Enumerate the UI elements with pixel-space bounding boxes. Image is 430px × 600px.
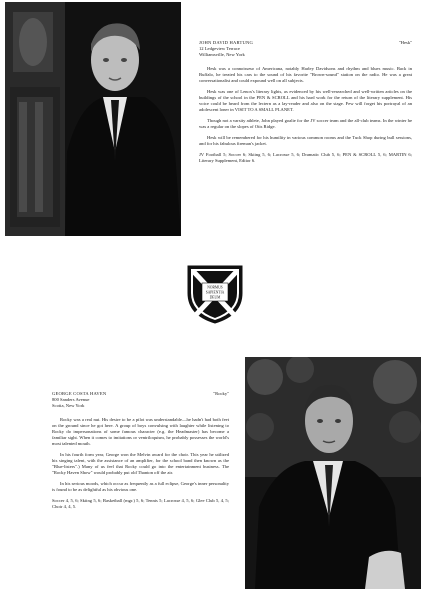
student-nickname: "Hesk" — [398, 40, 412, 45]
biography-paragraph: Hesk was a connoisseur of Americana, notably Harley Davidsons and rhythm and blues music. Back in Buffalo, he treated his cars to the sound of his favorite "Brown-sound" station on the radio. He was a great conversationalist and could expound well on all subjects. — [199, 66, 412, 83]
biography-paragraph: In his fourth form year, George won the Melvin award for the choir. This year he utilized his singing talent, with the assistance of an amplifier, for the school band then known as the "Blue-listers".) Many of us feel that Rocky could go into the entertainment business. The "Rocky Haven Show" would probably put old Thanton off the air. — [52, 452, 229, 475]
activities-list: Soccer 4, 5, 6; Skiing 5, 6; Basketball (mgr.) 5, 6; Tennis 5; Lacrosse 4, 5, 6; Glee Club 5, 4, 5; Choir 4, 4, 5. — [52, 498, 229, 509]
biography-paragraph: In his serious moods, which occur as frequently as a full eclipse, George's inner personality is found to be as delightful as his obvious one. — [52, 481, 229, 492]
crest-motto-line: DEUM — [209, 295, 221, 300]
student-nickname: "Rocky" — [213, 391, 229, 396]
crest-motto-line: NORMUS — [207, 285, 223, 290]
school-crest-icon — [185, 263, 245, 325]
biography-paragraph: Hesk was one of Lenox's literary lights, as evidenced by his well-researched and well-written articles on the buildings of the school in the PEN & SCROLL and his hard work for the return of the literary supplement. His voice could be heard from the lectern as a lay-reader and also on the stage. Few will forget his portrayal of an adolescent loner in VISIT TO A SMALL PLANET. — [199, 89, 412, 112]
biography-entry-hartung — [199, 40, 412, 164]
portrait-photo-haven — [245, 357, 421, 589]
biography-paragraph: Rocky was a real nut. His desire to be a pilot was understandable—he hadn't had both feet on the ground since he got here. A group of boys convulsing with laughter while listening to Rocky do impersonations of some famous character (e.g. the Headmaster) has become a familiar sight. When it comes to imitations or ventriloquism, he probably possesses the world's most talented mouth. — [52, 417, 229, 446]
biography-paragraph: Though not a varsity athlete, John played goalie for the JV soccer team and the all-club teams. In the winter he was a regular on the slopes of Otis Ridge. — [199, 118, 412, 129]
crest-motto-line: SAPIENTIA — [205, 290, 225, 295]
activities-list: JV Football 5; Soccer 6; Skiing 5, 6; Lacrosse 5, 6; Dramatic Club 5, 6; PEN & SCROLL 5, 6; MARTIN 6; Literary Supplement, Editor 6. — [199, 152, 412, 163]
entry-header — [199, 40, 412, 58]
entry-header — [52, 391, 229, 409]
address-line-1: 12 Ledgeview Terrace — [199, 46, 240, 51]
biography-paragraph: Hesk will be remembered for his humility in various common rooms and the Tuck Shop during bull sessions, and for his fabulous fireman's jacket. — [199, 135, 412, 146]
biography-entry-haven — [52, 391, 229, 510]
address-line-1: 800 Sanders Avenue — [52, 397, 90, 402]
address-line-2: Scotia, New York — [52, 403, 85, 408]
student-name: GEORGE COSTA HAVEN — [52, 391, 107, 396]
student-name: JOHN DAVID HARTUNG — [199, 40, 254, 45]
portrait-photo-hartung — [5, 2, 181, 236]
address-line-2: Williamsville, New York — [199, 52, 245, 57]
